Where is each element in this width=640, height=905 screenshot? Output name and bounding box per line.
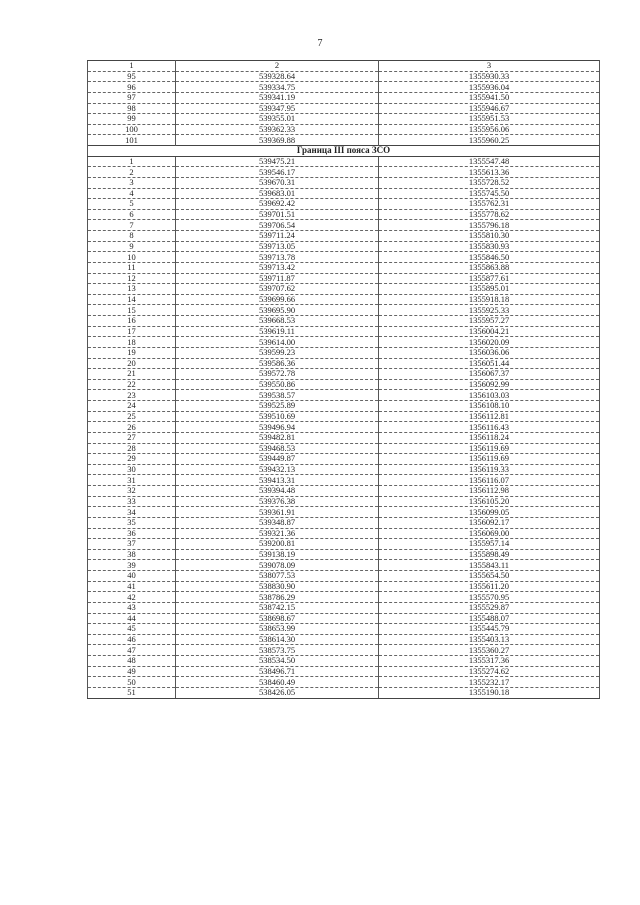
x-coordinate-cell: 539692.42 <box>176 199 379 210</box>
y-coordinate-cell: 1355846.50 <box>379 252 600 263</box>
x-coordinate-cell: 539706.54 <box>176 220 379 231</box>
point-number-cell: 51 <box>88 687 176 698</box>
y-coordinate-cell: 1356116.43 <box>379 422 600 433</box>
table-row <box>88 549 600 560</box>
y-coordinate-cell: 1356069.00 <box>379 528 600 539</box>
point-number-cell: 11 <box>88 262 176 273</box>
table-row <box>88 496 600 507</box>
point-number-cell: 23 <box>88 390 176 401</box>
y-coordinate-cell: 1356092.17 <box>379 517 600 528</box>
x-coordinate-cell: 539619.11 <box>176 326 379 337</box>
table-row <box>88 634 600 645</box>
x-coordinate-cell: 539078.09 <box>176 560 379 571</box>
table-row <box>88 443 600 454</box>
y-coordinate-cell: 1355488.07 <box>379 613 600 624</box>
point-number-cell: 21 <box>88 369 176 380</box>
y-coordinate-cell: 1355745.50 <box>379 188 600 199</box>
table-row <box>88 475 600 486</box>
x-coordinate-cell: 539475.21 <box>176 156 379 167</box>
table-row <box>88 124 600 135</box>
y-coordinate-cell: 1356004.21 <box>379 326 600 337</box>
y-coordinate-cell: 1355190.18 <box>379 687 600 698</box>
y-coordinate-cell: 1355936.04 <box>379 82 600 93</box>
table-row <box>88 539 600 550</box>
y-coordinate-cell: 1356099.05 <box>379 507 600 518</box>
y-coordinate-cell: 1356103.03 <box>379 390 600 401</box>
y-coordinate-cell: 1355960.25 <box>379 135 600 146</box>
point-number-cell: 4 <box>88 188 176 199</box>
point-number-cell: 5 <box>88 199 176 210</box>
table-row <box>88 422 600 433</box>
x-coordinate-cell: 539668.53 <box>176 316 379 327</box>
y-coordinate-cell: 1355830.93 <box>379 241 600 252</box>
table-row <box>88 177 600 188</box>
table-row <box>88 560 600 571</box>
point-number-cell: 50 <box>88 677 176 688</box>
point-number-cell: 99 <box>88 114 176 125</box>
y-coordinate-cell: 1356118.24 <box>379 432 600 443</box>
table-row <box>88 231 600 242</box>
x-coordinate-cell: 539496.94 <box>176 422 379 433</box>
table-row <box>88 507 600 518</box>
point-number-cell: 42 <box>88 592 176 603</box>
coordinates-table <box>87 60 600 699</box>
y-coordinate-cell: 1356036.06 <box>379 347 600 358</box>
x-coordinate-cell: 538077.53 <box>176 571 379 582</box>
point-number-cell: 18 <box>88 337 176 348</box>
y-coordinate-cell: 1355843.11 <box>379 560 600 571</box>
table-row <box>88 82 600 93</box>
table-row <box>88 390 600 401</box>
y-coordinate-cell: 1355895.01 <box>379 284 600 295</box>
x-coordinate-cell: 539683.01 <box>176 188 379 199</box>
x-coordinate-cell: 538830.90 <box>176 581 379 592</box>
table-row <box>88 581 600 592</box>
x-coordinate-cell: 539599.23 <box>176 347 379 358</box>
point-number-cell: 27 <box>88 432 176 443</box>
x-coordinate-cell: 539468.53 <box>176 443 379 454</box>
y-coordinate-cell: 1355529.87 <box>379 602 600 613</box>
point-number-cell: 20 <box>88 358 176 369</box>
table-row <box>88 71 600 82</box>
table-row <box>88 645 600 656</box>
x-coordinate-cell: 538573.75 <box>176 645 379 656</box>
table-row <box>88 241 600 252</box>
x-coordinate-cell: 539321.36 <box>176 528 379 539</box>
table-row <box>88 486 600 497</box>
y-coordinate-cell: 1355877.61 <box>379 273 600 284</box>
table-row <box>88 464 600 475</box>
section-title: Граница III пояса ЗСО <box>88 146 600 157</box>
x-coordinate-cell: 539413.31 <box>176 475 379 486</box>
x-coordinate-cell: 539328.64 <box>176 71 379 82</box>
x-coordinate-cell: 539695.90 <box>176 305 379 316</box>
table-row <box>88 401 600 412</box>
y-coordinate-cell: 1355403.13 <box>379 634 600 645</box>
x-coordinate-cell: 538460.49 <box>176 677 379 688</box>
table-row <box>88 92 600 103</box>
point-number-cell: 3 <box>88 177 176 188</box>
point-number-cell: 48 <box>88 656 176 667</box>
y-coordinate-cell: 1355654.50 <box>379 571 600 582</box>
table-row <box>88 284 600 295</box>
table-row <box>88 454 600 465</box>
header-row <box>88 61 600 72</box>
point-number-cell: 47 <box>88 645 176 656</box>
x-coordinate-cell: 539713.05 <box>176 241 379 252</box>
table-row <box>88 114 600 125</box>
table-row <box>88 656 600 667</box>
x-coordinate-cell: 539707.62 <box>176 284 379 295</box>
x-coordinate-cell: 539369.88 <box>176 135 379 146</box>
table-row <box>88 528 600 539</box>
table-row <box>88 103 600 114</box>
y-coordinate-cell: 1355232.17 <box>379 677 600 688</box>
x-coordinate-cell: 539699.66 <box>176 294 379 305</box>
y-coordinate-cell: 1355728.52 <box>379 177 600 188</box>
x-coordinate-cell: 539711.87 <box>176 273 379 284</box>
point-number-cell: 97 <box>88 92 176 103</box>
y-coordinate-cell: 1356112.81 <box>379 411 600 422</box>
table-row <box>88 517 600 528</box>
table-row <box>88 347 600 358</box>
x-coordinate-cell: 539347.95 <box>176 103 379 114</box>
point-number-cell: 40 <box>88 571 176 582</box>
point-number-cell: 16 <box>88 316 176 327</box>
point-number-cell: 9 <box>88 241 176 252</box>
point-number-cell: 41 <box>88 581 176 592</box>
point-number-cell: 36 <box>88 528 176 539</box>
x-coordinate-cell: 539355.01 <box>176 114 379 125</box>
table-row <box>88 624 600 635</box>
column-header-1: 1 <box>88 61 176 72</box>
x-coordinate-cell: 539525.89 <box>176 401 379 412</box>
x-coordinate-cell: 539341.19 <box>176 92 379 103</box>
x-coordinate-cell: 539432.13 <box>176 464 379 475</box>
y-coordinate-cell: 1355957.14 <box>379 539 600 550</box>
table-row <box>88 571 600 582</box>
y-coordinate-cell: 1355930.33 <box>379 71 600 82</box>
table-row <box>88 411 600 422</box>
y-coordinate-cell: 1355360.27 <box>379 645 600 656</box>
y-coordinate-cell: 1356092.99 <box>379 379 600 390</box>
x-coordinate-cell: 538786.29 <box>176 592 379 603</box>
y-coordinate-cell: 1355810.30 <box>379 231 600 242</box>
table-row <box>88 262 600 273</box>
x-coordinate-cell: 539334.75 <box>176 82 379 93</box>
x-coordinate-cell: 539138.19 <box>176 549 379 560</box>
x-coordinate-cell: 539586.36 <box>176 358 379 369</box>
table-row <box>88 592 600 603</box>
table-row <box>88 273 600 284</box>
point-number-cell: 31 <box>88 475 176 486</box>
x-coordinate-cell: 538426.05 <box>176 687 379 698</box>
point-number-cell: 34 <box>88 507 176 518</box>
point-number-cell: 95 <box>88 71 176 82</box>
point-number-cell: 98 <box>88 103 176 114</box>
y-coordinate-cell: 1355274.62 <box>379 666 600 677</box>
table-row <box>88 358 600 369</box>
x-coordinate-cell: 539701.51 <box>176 209 379 220</box>
point-number-cell: 22 <box>88 379 176 390</box>
y-coordinate-cell: 1355946.67 <box>379 103 600 114</box>
x-coordinate-cell: 539711.24 <box>176 231 379 242</box>
y-coordinate-cell: 1356067.37 <box>379 369 600 380</box>
point-number-cell: 32 <box>88 486 176 497</box>
x-coordinate-cell: 538534.50 <box>176 656 379 667</box>
table-row <box>88 326 600 337</box>
y-coordinate-cell: 1355941.50 <box>379 92 600 103</box>
x-coordinate-cell: 539713.78 <box>176 252 379 263</box>
point-number-cell: 43 <box>88 602 176 613</box>
x-coordinate-cell: 539713.42 <box>176 262 379 273</box>
y-coordinate-cell: 1355613.36 <box>379 167 600 178</box>
y-coordinate-cell: 1355796.18 <box>379 220 600 231</box>
point-number-cell: 45 <box>88 624 176 635</box>
point-number-cell: 101 <box>88 135 176 146</box>
table-row <box>88 167 600 178</box>
x-coordinate-cell: 538653.99 <box>176 624 379 635</box>
table-row <box>88 156 600 167</box>
column-header-3: 3 <box>379 61 600 72</box>
point-number-cell: 10 <box>88 252 176 263</box>
table-row <box>88 252 600 263</box>
x-coordinate-cell: 539614.00 <box>176 337 379 348</box>
y-coordinate-cell: 1355778.62 <box>379 209 600 220</box>
point-number-cell: 46 <box>88 634 176 645</box>
y-coordinate-cell: 1355956.06 <box>379 124 600 135</box>
x-coordinate-cell: 538614.30 <box>176 634 379 645</box>
y-coordinate-cell: 1355898.49 <box>379 549 600 560</box>
table-row <box>88 209 600 220</box>
y-coordinate-cell: 1356108.10 <box>379 401 600 412</box>
point-number-cell: 38 <box>88 549 176 560</box>
x-coordinate-cell: 538496.71 <box>176 666 379 677</box>
point-number-cell: 49 <box>88 666 176 677</box>
point-number-cell: 1 <box>88 156 176 167</box>
x-coordinate-cell: 539572.78 <box>176 369 379 380</box>
section-row <box>88 146 600 157</box>
point-number-cell: 15 <box>88 305 176 316</box>
point-number-cell: 13 <box>88 284 176 295</box>
table-row <box>88 316 600 327</box>
x-coordinate-cell: 539200.81 <box>176 539 379 550</box>
x-coordinate-cell: 538742.15 <box>176 602 379 613</box>
x-coordinate-cell: 539538.57 <box>176 390 379 401</box>
y-coordinate-cell: 1356020.09 <box>379 337 600 348</box>
point-number-cell: 19 <box>88 347 176 358</box>
table-row <box>88 220 600 231</box>
y-coordinate-cell: 1355925.33 <box>379 305 600 316</box>
point-number-cell: 35 <box>88 517 176 528</box>
coordinates-table-body <box>88 61 600 699</box>
table-row <box>88 337 600 348</box>
table-row <box>88 432 600 443</box>
point-number-cell: 33 <box>88 496 176 507</box>
x-coordinate-cell: 539449.87 <box>176 454 379 465</box>
point-number-cell: 7 <box>88 220 176 231</box>
point-number-cell: 37 <box>88 539 176 550</box>
y-coordinate-cell: 1355951.53 <box>379 114 600 125</box>
point-number-cell: 39 <box>88 560 176 571</box>
table-row <box>88 188 600 199</box>
point-number-cell: 29 <box>88 454 176 465</box>
table-row <box>88 369 600 380</box>
point-number-cell: 26 <box>88 422 176 433</box>
table-row <box>88 666 600 677</box>
y-coordinate-cell: 1355570.95 <box>379 592 600 603</box>
x-coordinate-cell: 539362.33 <box>176 124 379 135</box>
point-number-cell: 96 <box>88 82 176 93</box>
y-coordinate-cell: 1355957.27 <box>379 316 600 327</box>
point-number-cell: 17 <box>88 326 176 337</box>
x-coordinate-cell: 539394.48 <box>176 486 379 497</box>
y-coordinate-cell: 1355317.36 <box>379 656 600 667</box>
y-coordinate-cell: 1355611.20 <box>379 581 600 592</box>
y-coordinate-cell: 1356119.33 <box>379 464 600 475</box>
y-coordinate-cell: 1356051.44 <box>379 358 600 369</box>
page-number: 7 <box>317 38 323 49</box>
point-number-cell: 28 <box>88 443 176 454</box>
table-row <box>88 379 600 390</box>
table-row <box>88 613 600 624</box>
point-number-cell: 8 <box>88 231 176 242</box>
y-coordinate-cell: 1356112.98 <box>379 486 600 497</box>
y-coordinate-cell: 1355762.31 <box>379 199 600 210</box>
point-number-cell: 24 <box>88 401 176 412</box>
point-number-cell: 30 <box>88 464 176 475</box>
point-number-cell: 12 <box>88 273 176 284</box>
point-number-cell: 25 <box>88 411 176 422</box>
table-row <box>88 305 600 316</box>
column-header-2: 2 <box>176 61 379 72</box>
y-coordinate-cell: 1355863.88 <box>379 262 600 273</box>
point-number-cell: 2 <box>88 167 176 178</box>
point-number-cell: 44 <box>88 613 176 624</box>
point-number-cell: 6 <box>88 209 176 220</box>
x-coordinate-cell: 539670.31 <box>176 177 379 188</box>
table-row <box>88 199 600 210</box>
table-row <box>88 602 600 613</box>
y-coordinate-cell: 1355547.48 <box>379 156 600 167</box>
y-coordinate-cell: 1356119.69 <box>379 443 600 454</box>
y-coordinate-cell: 1356119.69 <box>379 454 600 465</box>
table-row <box>88 135 600 146</box>
y-coordinate-cell: 1356105.20 <box>379 496 600 507</box>
y-coordinate-cell: 1356116.07 <box>379 475 600 486</box>
x-coordinate-cell: 539546.17 <box>176 167 379 178</box>
table-row <box>88 677 600 688</box>
point-number-cell: 100 <box>88 124 176 135</box>
x-coordinate-cell: 539482.81 <box>176 432 379 443</box>
table-row <box>88 294 600 305</box>
y-coordinate-cell: 1355445.79 <box>379 624 600 635</box>
y-coordinate-cell: 1355918.18 <box>379 294 600 305</box>
table-row <box>88 687 600 698</box>
x-coordinate-cell: 539376.38 <box>176 496 379 507</box>
point-number-cell: 14 <box>88 294 176 305</box>
x-coordinate-cell: 539361.91 <box>176 507 379 518</box>
x-coordinate-cell: 539510.69 <box>176 411 379 422</box>
x-coordinate-cell: 539550.86 <box>176 379 379 390</box>
x-coordinate-cell: 539348.87 <box>176 517 379 528</box>
x-coordinate-cell: 538698.67 <box>176 613 379 624</box>
